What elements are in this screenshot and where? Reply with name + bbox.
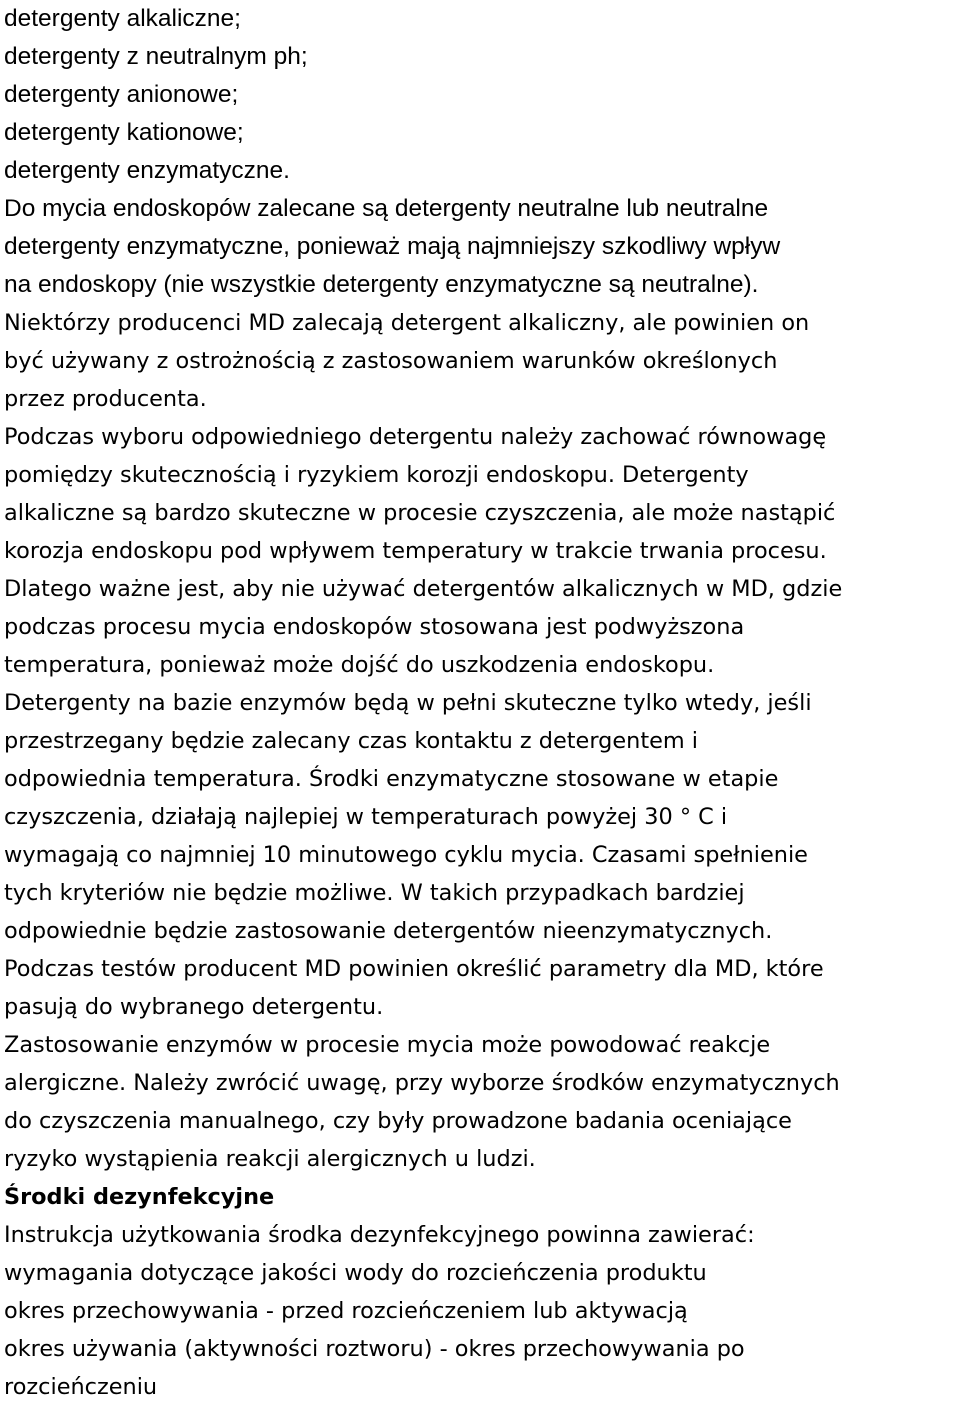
list-item: detergenty enzymatyczne. — [4, 157, 290, 184]
text-line: do czyszczenia manualnego, czy były prowadzone badania oceniające — [4, 1108, 792, 1134]
text-line: być używany z ostrożnością z zastosowaniem warunków określonych — [4, 348, 778, 374]
paragraph-neutral-detergents — [4, 190, 960, 304]
text-line: przestrzegany będzie zalecany czas kontaktu z detergentem i — [4, 728, 699, 754]
text-line: ryzyko wystąpienia reakcji alergicznych u ludzi. — [4, 1146, 536, 1172]
text-line: Instrukcja użytkowania środka dezynfekcyjnego powinna zawierać: — [4, 1222, 755, 1248]
paragraph-enzymatic — [4, 684, 960, 1026]
text-line: Podczas testów producent MD powinien określić parametry dla MD, które — [4, 956, 824, 982]
text-line: temperatura, ponieważ może dojść do uszkodzenia endoskopu. — [4, 652, 715, 678]
text-line: korozja endoskopu pod wpływem temperatury w trakcie trwania procesu. — [4, 538, 827, 564]
text-line: alergiczne. Należy zwrócić uwagę, przy wyborze środków enzymatycznych — [4, 1070, 840, 1096]
text-line: tych kryteriów nie będzie możliwe. W takich przypadkach bardziej — [4, 880, 745, 906]
text-line: czyszczenia, działają najlepiej w temperaturach powyżej 30 ° C i — [4, 804, 728, 830]
list-item: okres przechowywania - przed rozcieńczeniem lub aktywacją — [4, 1298, 688, 1324]
text-line: podczas procesu mycia endoskopów stosowana jest podwyższona — [4, 614, 745, 640]
section-heading: Środki dezynfekcyjne — [4, 1184, 275, 1210]
text-line: odpowiednie będzie zastosowanie detergentów nieenzymatycznych. — [4, 918, 773, 944]
text-line: Podczas wyboru odpowiedniego detergentu należy zachować równowagę — [4, 424, 827, 450]
list-item: detergenty z neutralnym ph; — [4, 43, 308, 70]
text-line: Detergenty na bazie enzymów będą w pełni skuteczne tylko wtedy, jeśli — [4, 690, 812, 716]
document-page — [4, 0, 960, 1406]
text-line: Zastosowanie enzymów w procesie mycia może powodować reakcje — [4, 1032, 771, 1058]
list-item: detergenty kationowe; — [4, 119, 244, 146]
text-line: Niektórzy producenci MD zalecają detergent alkaliczny, ale powinien on — [4, 310, 810, 336]
list-item: rozcieńczeniu — [4, 1374, 158, 1400]
text-line: odpowiednia temperatura. Środki enzymatyczne stosowane w etapie — [4, 766, 779, 792]
paragraph-alkaline-detergent — [4, 304, 960, 418]
text-line: alkaliczne są bardzo skuteczne w procesie czyszczenia, ale może nastąpić — [4, 500, 836, 526]
text-line: na endoskopy (nie wszystkie detergenty enzymatyczne są neutralne). — [4, 271, 759, 298]
list-item: detergenty anionowe; — [4, 81, 239, 108]
text-line: Dlatego ważne jest, aby nie używać detergentów alkalicznych w MD, gdzie — [4, 576, 843, 602]
text-line: wymagają co najmniej 10 minutowego cyklu mycia. Czasami spełnienie — [4, 842, 808, 868]
list-item: wymagania dotyczące jakości wody do rozcieńczenia produktu — [4, 1260, 707, 1286]
text-line: przez producenta. — [4, 386, 207, 412]
text-line: pasują do wybranego detergentu. — [4, 994, 384, 1020]
list-item: okres używania (aktywności roztworu) - okres przechowywania po — [4, 1336, 745, 1362]
text-line: Do mycia endoskopów zalecane są detergenty neutralne lub neutralne — [4, 195, 769, 222]
detergent-list — [4, 0, 960, 190]
text-line: pomiędzy skutecznością i ryzykiem korozji endoskopu. Detergenty — [4, 462, 749, 488]
paragraph-allergy — [4, 1026, 960, 1178]
paragraph-disinfectant-instructions — [4, 1216, 960, 1406]
list-item: detergenty alkaliczne; — [4, 5, 241, 32]
paragraph-corrosion — [4, 418, 960, 684]
text-line: detergenty enzymatyczne, ponieważ mają najmniejszy szkodliwy wpływ — [4, 233, 781, 260]
